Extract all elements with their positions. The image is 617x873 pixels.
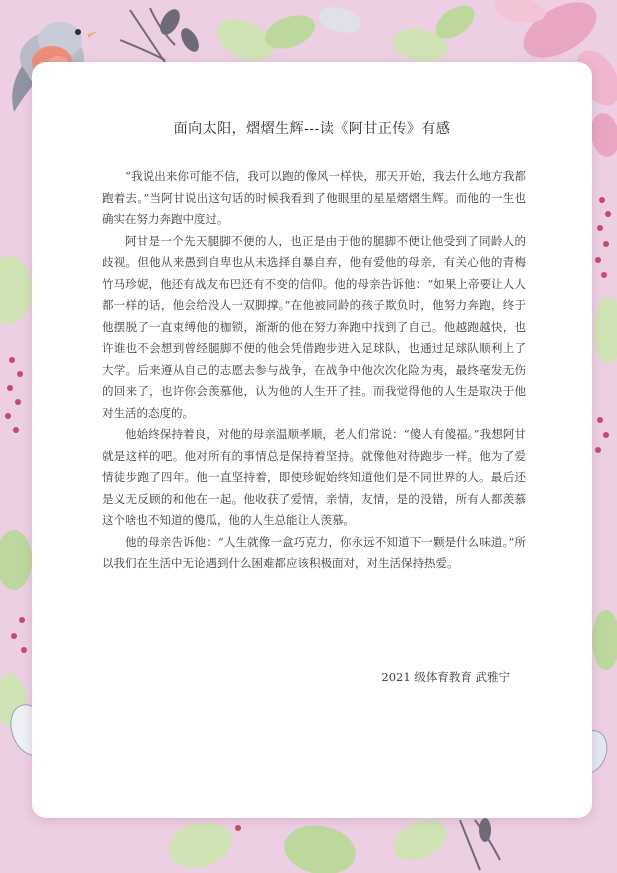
essay-paragraph: “我说出来你可能不信，我可以跑的像风一样快，那天开始，我去什么地方我都跑着去。”当阿甘说出这句话的时候我看到了他眼里的星星熠熠生辉。而他的一生也确实在努力奔跑中度过。: [102, 169, 526, 226]
author-signature: 2021 级体育教育 武雅宁: [381, 670, 510, 684]
essay-paragraph: 阿甘是一个先天腿脚不便的人，也正是由于他的腿脚不便让他受到了同龄人的歧视。但他从来愚到自卑也从未选择自暴自弃，他有爱他的母亲，有关心他的青梅竹马珍妮，他还有战友布巴还有不变的信仰。他的母亲告诉他：“如果上帝要让人人都一样的话，他会给没人一双脚撑。”在他被同龄的孩子欺负时，他努力奔跑，终于他摆脱了一直束缚他的枷锁，渐渐的他在努力奔跑中找到了自己。他越跑越快，也许谁也不会想到曾经腿脚不便的他会凭借跑步进入足球队，也通过足球队顺利上了大学。后来遵从自己的志愿去参与战争，在战争中他次次化险为夷，最终毫发无伤的回来了，也许你会羡慕他，认为他的人生开了挂。而我觉得他的人生是取决于他对生活的态度的。: [102, 233, 526, 420]
essay-paragraph: 他始终保持着良，对他的母亲温顺孝顺，老人们常说：“傻人有傻福。”我想阿甘就是这样的吧。他对所有的事情总是保持着坚持。就像他对待跑步一样。他为了爱情徒步跑了四年。他一直坚持着，即使珍妮始终知道他们是不同世界的人。最后还是义无反顾的和他在一起。他收获了爱情，亲情，友情，是的没错，所有人都羡慕这个啥也不知道的傻瓜，他的人生总能让人羡慕。: [102, 427, 526, 527]
berry-sprig-icon: [5, 357, 27, 653]
essay-title: 面向太阳，熠熠生辉---读《阿甘正传》有感: [173, 121, 451, 137]
leaf-icon: [592, 296, 617, 670]
essay-body: [102, 166, 526, 575]
leaf-icon: [120, 0, 480, 70]
leaf-icon: [0, 256, 32, 726]
leaf-icon: [163, 812, 500, 873]
essay-paragraph: 他的母亲告诉他：“人生就像一盒巧克力，你永远不知道下一颗是什么味道。”所以我们在生活中无论遇到什么困难都应该积极面对，对生活保持热爱。: [102, 534, 526, 570]
